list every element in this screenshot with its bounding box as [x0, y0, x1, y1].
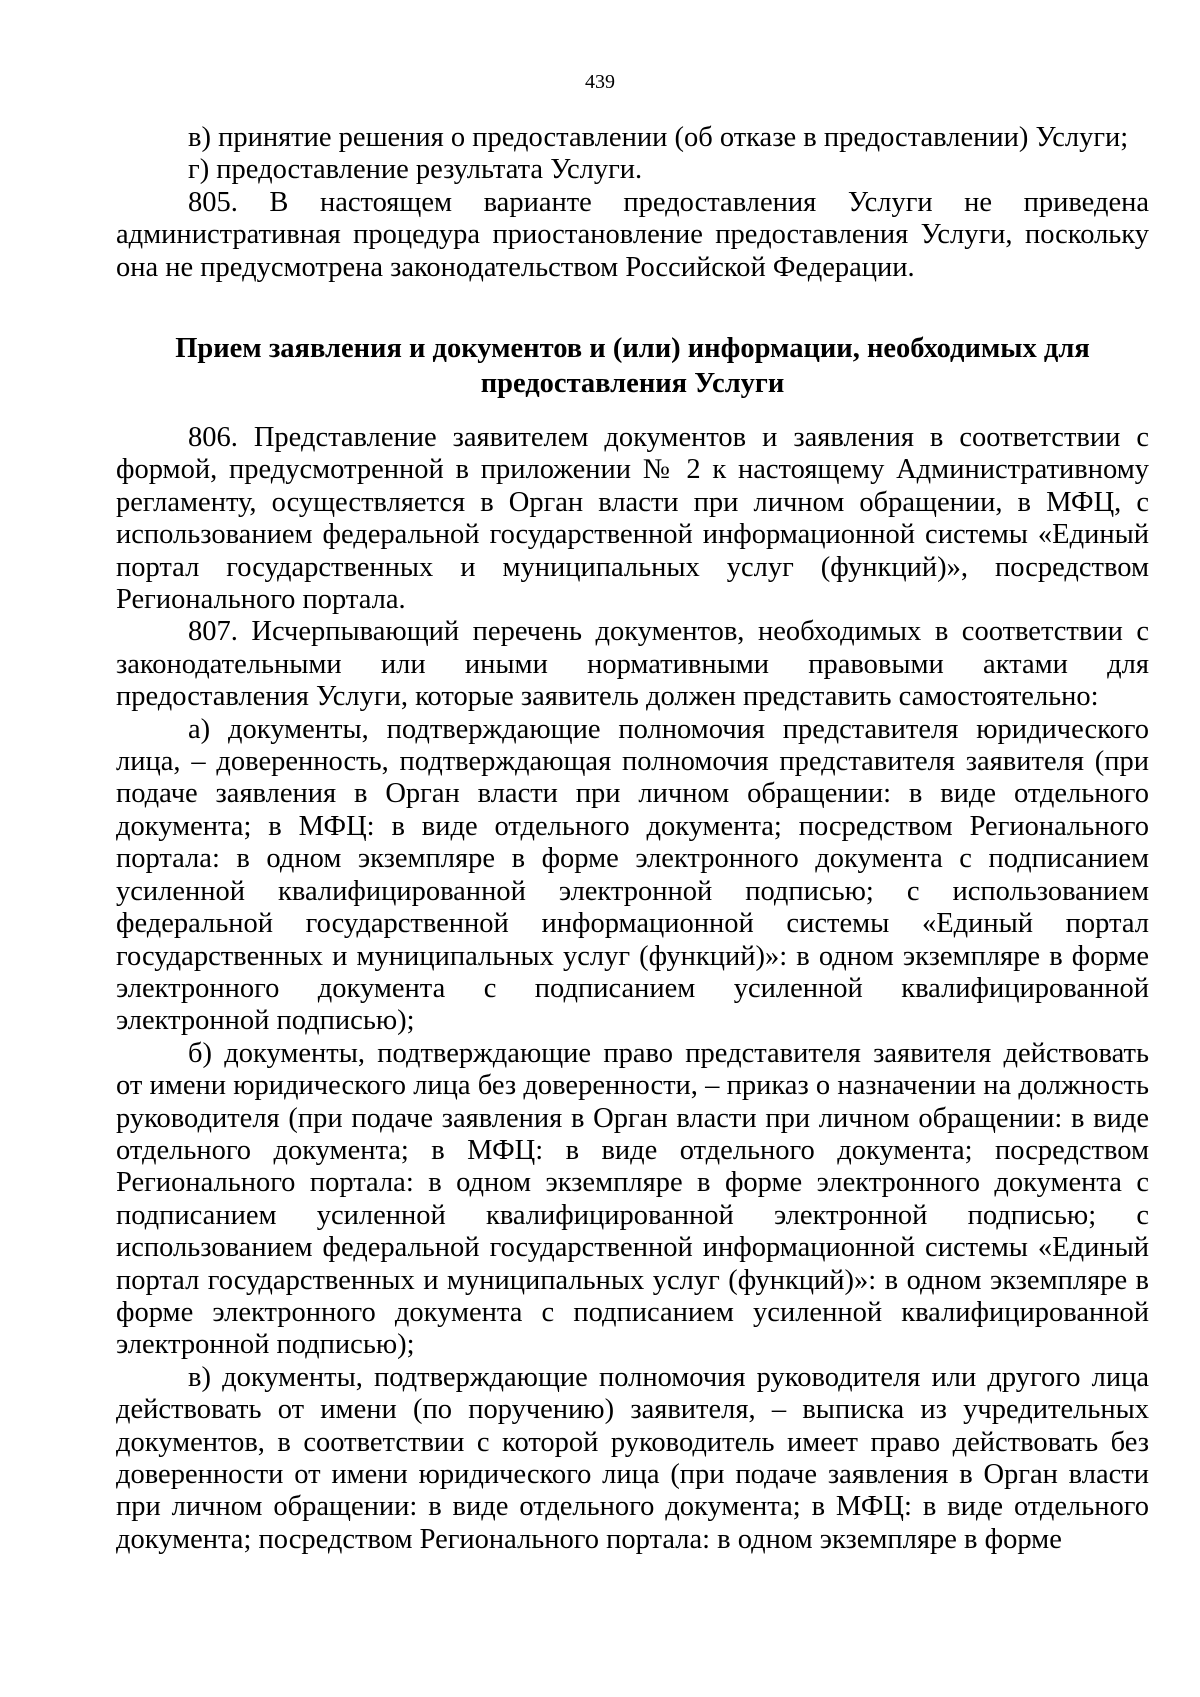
section-heading [116, 331, 1149, 401]
paragraph-805: 805. В настоящем варианте предоставления Услуги не приведена административная процедура приостановление предоставления Услуги, поскольку она не предусмотрена законодательством Российской Федерации. [116, 186, 1149, 283]
paragraph-item-a: а) документы, подтверждающие полномочия представителя юридического лица, – доверенность, подтверждающая полномочия представителя заявителя (при подаче заявления в Орган власти при личном обращении: в виде отдельного документа; в МФЦ: в виде отдельного документа; посредством Регионального портала: в одном экземпляре в форме электронного документа с подписанием усиленной квалифицированной электронной подписью; с использованием федеральной государственной информационной системы «Единый портал государственных и муниципальных услуг (функций)»: в одном экземпляре в форме электронного документа с подписанием усиленной квалифицированной электронной подписью); [116, 713, 1149, 1037]
section-heading-line-2: предоставления Услуги [480, 368, 785, 399]
top-text-block [116, 122, 1149, 284]
paragraph-item-v-2: в) документы, подтверждающие полномочия руководителя или другого лица действовать от имени (по поручению) заявителя, – выписка из учредительных документов, в соответствии с которой руководитель имеет право действовать без доверенности от имени юридического лица (при подаче заявления в Орган власти при личном обращении: в виде отдельного документа; в МФЦ: в виде отдельного документа; посредством Регионального портала: в одном экземпляре в форме [116, 1361, 1149, 1555]
main-text-block [116, 422, 1149, 1556]
paragraph-806: 806. Представление заявителем документов и заявления в соответствии с формой, предусмотренной в приложении № 2 к настоящему Административному регламенту, осуществляется в Орган власти при личном обращении, в МФЦ, с использованием федеральной государственной информационной системы «Единый портал государственных и муниципальных услуг (функций)», посредством Регионального портала. [116, 422, 1149, 616]
paragraph-item-v: в) принятие решения о предоставлении (об отказе в предоставлении) Услуги; [188, 122, 1129, 153]
paragraph-item-g: г) предоставление результата Услуги. [188, 154, 643, 186]
page-number: 439 [585, 71, 615, 93]
paragraph-807: 807. Исчерпывающий перечень документов, необходимых в соответствии с законодательными или иными нормативными правовыми актами для предоставления Услуги, которые заявитель должен представить самостоятельно: [116, 616, 1149, 713]
paragraph-item-b: б) документы, подтверждающие право представителя заявителя действовать от имени юридического лица без доверенности, – приказ о назначении на должность руководителя (при подаче заявления в Орган власти при личном обращении: в виде отдельного документа; в МФЦ: в виде отдельного документа; посредством Регионального портала: в одном экземпляре в форме электронного документа с подписанием усиленной квалифицированной электронной подписью; с использованием федеральной государственной информационной системы «Единый портал государственных и муниципальных услуг (функций)»: в одном экземпляре в форме электронного документа с подписанием усиленной квалифицированной электронной подписью); [116, 1037, 1149, 1361]
section-heading-line-1: Прием заявления и документов и (или) информации, необходимых для [175, 333, 1090, 364]
